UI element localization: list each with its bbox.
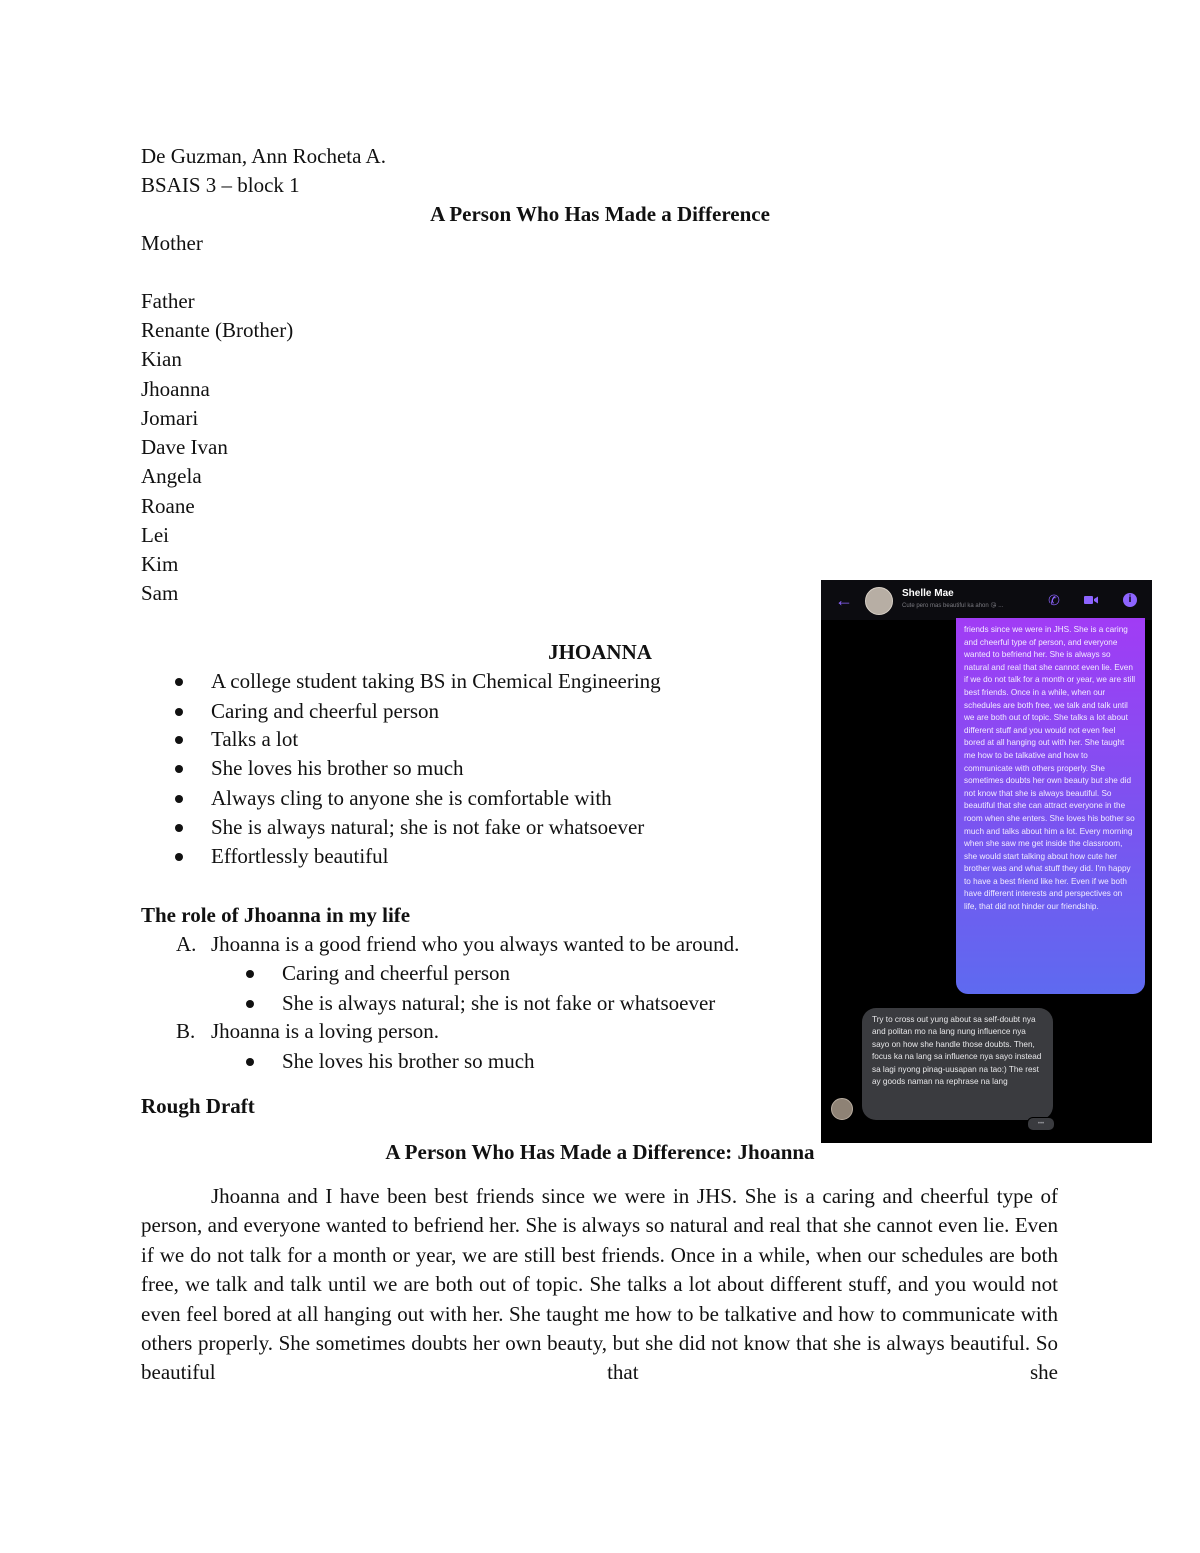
person-item: Dave Ivan [141,435,228,459]
document-title: A Person Who Has Made a Difference [430,202,770,226]
person-item: Roane [141,494,195,518]
bullet-icon [246,1058,254,1066]
person-item: Kian [141,347,182,371]
trait-item: Caring and cheerful person [211,697,439,726]
draft-paragraph: Jhoanna and I have been best friends since we were in JHS. She is a caring and cheerful type of person, and everyone wanted to befriend her. She is always so natural and real that she cannot even lie. Even if we do not talk for a month or year, we are still best friends. Once in a while, when our schedules are both free, we talk and talk until we are both out of topic. She talks a lot about different stuff, and you would not even feel bored at all hanging out with her. She taught me how to be talkative and how to communicate with others properly. She sometimes doubts her own beauty, but she did not know that she is always beautiful. So beautiful that she [141,1184,1058,1385]
bullet-icon [246,1000,254,1008]
contact-status: Cute pero mas beautiful ka ahon 😘 ... [902,603,1004,609]
person-item: Kim [141,552,179,576]
bullet-icon [175,708,183,716]
contact-name: Shelle Mae [902,588,954,599]
avatar[interactable] [865,587,893,615]
role-subitem: She loves his brother so much [282,1047,535,1076]
received-message-bubble: Try to cross out yung about sa self-doubt nya and politan mo na lang nung influence nya sayo on how she handle those doubts. Then, focus ka na lang sa influence nya sayo instead sa lagi nyong pinag-uusapan na tao:) The rest ay goods naman na rephrase na lang [862,1008,1053,1120]
chat-screenshot [821,580,1152,1143]
bullet-icon [175,853,183,861]
role-subitem: Caring and cheerful person [282,959,510,988]
info-icon[interactable]: i [1123,593,1137,607]
trait-item: She loves his brother so much [211,754,464,783]
reaction-badge[interactable]: ••• [1027,1117,1055,1131]
person-item: Lei [141,523,169,547]
trait-item: Effortlessly beautiful [211,842,389,871]
role-heading: The role of Jhoanna in my life [141,903,411,927]
chat-header [821,580,1152,620]
student-section: BSAIS 3 – block 1 [141,173,300,197]
trait-item: She is always natural; she is not fake or whatsoever [211,813,644,842]
role-item: B. Jhoanna is a loving person. [176,1019,440,1043]
bullet-icon [175,765,183,773]
bullet-icon [246,970,254,978]
bullet-icon [175,678,183,686]
person-item: Jhoanna [141,377,210,401]
person-item: Jomari [141,406,199,430]
jhoanna-heading: JHOANNA [548,640,652,664]
role-subitem: She is always natural; she is not fake or whatsoever [282,989,715,1018]
trait-item: Always cling to anyone she is comfortable with [211,784,612,813]
trait-item: A college student taking BS in Chemical Engineering [211,667,661,696]
role-item: A. Jhoanna is a good friend who you always wanted to be around. [176,932,740,956]
phone-icon[interactable]: ✆ [1048,592,1060,608]
trait-item: Talks a lot [211,725,298,754]
avatar [831,1098,853,1120]
person-item: Renante (Brother) [141,318,294,342]
student-name: De Guzman, Ann Rocheta A. [141,144,386,168]
draft-title: A Person Who Has Made a Difference: Jhoanna [385,1140,815,1164]
bullet-icon [175,736,183,744]
person-item: Sam [141,581,179,605]
video-camera-icon[interactable] [1083,592,1099,608]
draft-heading: Rough Draft [141,1094,255,1118]
bullet-icon [175,824,183,832]
sent-message-bubble: friends since we were in JHS. She is a caring and cheerful type of person, and everyone wanted to befriend her. She is always so natural and real that she cannot even lie. Even if we do not talk for a month or year, we are still best friends. Once in a while, when our schedules are both free, we talk and talk until we are both out of topic. She talks a lot about different stuff and you would not even feel bored at all hanging out with her. She taught me how to be talkative and how to communicate with others properly. She sometimes doubts her own beauty but she did not know that she is always beautiful. So beautiful that she can attract everyone in the room when she enters. She loves his bother so much and talks about him a lot. Every morning when she saw me get inside the classroom, she would start talking about how cute her brother was and what stuff they did. I'm happy to have a best friend like her. Even if we both have different interests and perspectives on life, that did not hinder our friendship. [956,618,1145,994]
person-item: Angela [141,464,202,488]
person-item: Father [141,289,195,313]
back-arrow-icon[interactable]: ← [835,590,853,610]
bullet-icon [175,795,183,803]
person-item: Mother [141,231,203,255]
